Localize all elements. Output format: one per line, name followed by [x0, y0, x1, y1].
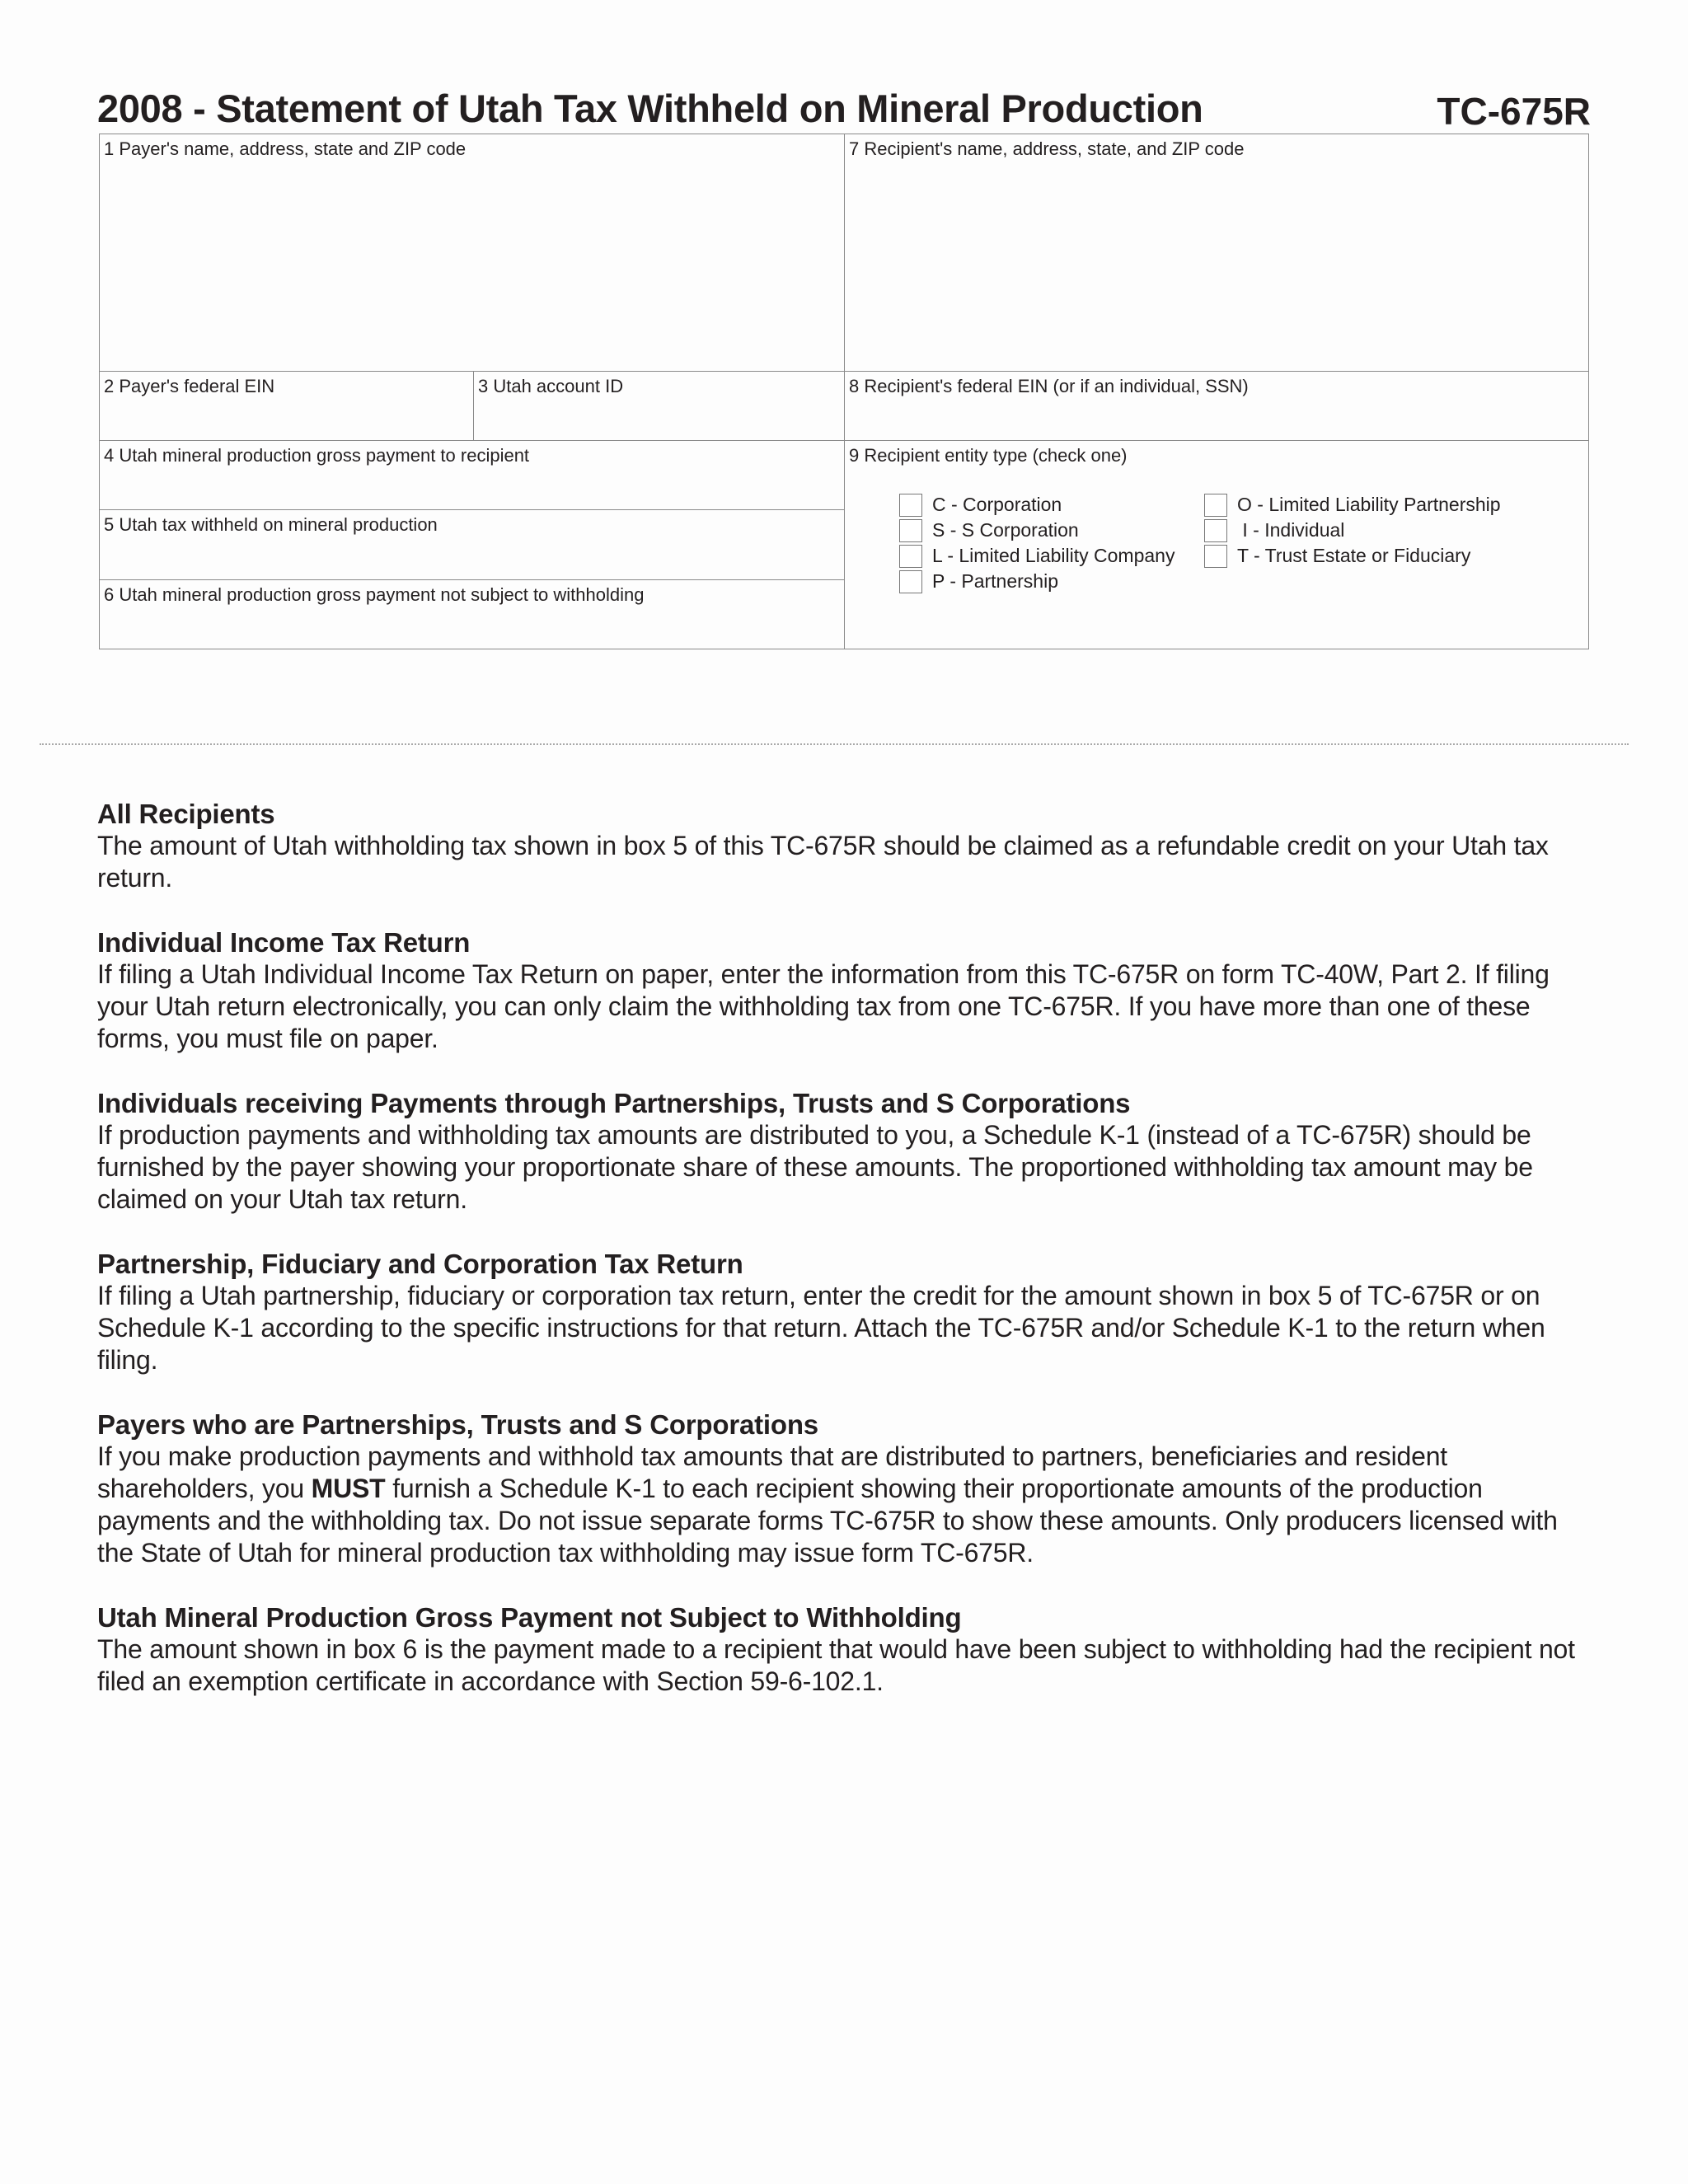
entity-option-label: L - Limited Liability Company [932, 545, 1175, 566]
payer-federal-ein-field[interactable] [100, 372, 474, 441]
body-text: furnish a Schedule K-1 to each recipient showing their proportionate amounts of the production payments and the withholding tax. Do not issue separate forms TC-675R to show these amounts. Only producers licensed with the State of Utah for mineral production tax withholding may issue form TC-675R. [97, 1474, 1558, 1568]
instructions-all-recipients [97, 798, 1581, 894]
instructions-section [97, 798, 1581, 1730]
emphasis-text: MUST [311, 1474, 386, 1503]
entity-type-column-a [899, 492, 1175, 594]
body-text: If you make production payments and withhold tax amounts that are distributed to partners, beneficiaries and resident shareholders, you [97, 1441, 1447, 1503]
instructions-individuals-through-entities [97, 1087, 1581, 1216]
instructions-payers-entities [97, 1408, 1581, 1569]
recipient-federal-ein-field[interactable] [845, 372, 1588, 441]
recipient-name-address-label: 7 Recipient's name, address, state, and ZIP code [849, 138, 1245, 159]
utah-account-id-label: 3 Utah account ID [478, 376, 624, 396]
gross-payment-not-subject-label: 6 Utah mineral production gross payment not subject to withholding [104, 584, 645, 605]
section-body: If filing a Utah Individual Income Tax Return on paper, enter the information from this TC-675R on form TC-40W, Part 2. If filing your Utah return electronically, you can only claim the withholding tax from one TC-675R. If you have more than one of these forms, you must file on paper. [97, 959, 1550, 1053]
corporation-checkbox[interactable] [899, 494, 922, 517]
llp-checkbox[interactable] [1204, 494, 1227, 517]
payer-name-address-label: 1 Payer's name, address, state and ZIP code [104, 138, 467, 159]
individual-checkbox[interactable] [1204, 519, 1227, 542]
gross-payment-label: 4 Utah mineral production gross payment to recipient [104, 445, 530, 466]
section-body [97, 1441, 1581, 1569]
entity-option-label: T - Trust Estate or Fiduciary [1237, 545, 1471, 566]
entity-option-label: P - Partnership [932, 570, 1058, 592]
tear-off-divider [40, 743, 1629, 745]
form-title: 2008 - Statement of Utah Tax Withheld on Mineral Production [97, 87, 1203, 130]
form-number: TC-675R [1437, 90, 1591, 133]
section-body: The amount shown in box 6 is the payment made to a recipient that would have been subject to withholding had the recipient not filed an exemption certificate in accordance with Section 59-6-102.1. [97, 1634, 1575, 1696]
gross-payment-field[interactable] [100, 441, 845, 510]
instructions-individual-income-tax [97, 926, 1581, 1055]
instructions-not-subject-to-withholding [97, 1601, 1581, 1698]
gross-payment-not-subject-field[interactable] [100, 580, 845, 649]
payer-federal-ein-label: 2 Payer's federal EIN [104, 376, 275, 396]
recipient-name-address-field[interactable] [845, 134, 1588, 372]
tax-withheld-label: 5 Utah tax withheld on mineral production [104, 514, 438, 535]
section-heading: All Recipients [97, 799, 275, 829]
statement-form-grid [99, 134, 1589, 649]
entity-option-s-corporation[interactable] [899, 518, 1175, 543]
entity-option-label: O - Limited Liability Partnership [1237, 494, 1501, 515]
entity-option-llp[interactable] [1204, 492, 1501, 518]
entity-option-llc[interactable] [899, 543, 1175, 569]
entity-option-trust[interactable] [1204, 543, 1501, 569]
entity-option-label: I - Individual [1237, 519, 1345, 541]
section-body: If filing a Utah partnership, fiduciary or corporation tax return, enter the credit for the amount shown in box 5 of TC-675R or on Schedule K-1 according to the specific instructions for that return. Attach the TC-675R and/or Schedule K-1 to the return when filing. [97, 1281, 1545, 1375]
partnership-checkbox[interactable] [899, 570, 922, 593]
section-body: If production payments and withholding tax amounts are distributed to you, a Schedule K-1 (instead of a TC-675R) should be furnished by the payer showing your proportionate share of these amounts. The proportioned withholding tax amount may be claimed on your Utah tax return. [97, 1120, 1533, 1214]
recipient-entity-type-box [845, 441, 1588, 649]
instructions-partnership-fiduciary-corporation [97, 1248, 1581, 1376]
trust-fiduciary-checkbox[interactable] [1204, 545, 1227, 568]
section-heading: Individuals receiving Payments through Partnerships, Trusts and S Corporations [97, 1088, 1131, 1118]
entity-type-column-b [1204, 492, 1501, 569]
recipient-federal-ein-label: 8 Recipient's federal EIN (or if an individual, SSN) [849, 376, 1249, 396]
entity-option-label: C - Corporation [932, 494, 1062, 515]
utah-account-id-field[interactable] [474, 372, 845, 441]
section-heading: Payers who are Partnerships, Trusts and S Corporations [97, 1409, 818, 1440]
s-corporation-checkbox[interactable] [899, 519, 922, 542]
tax-withheld-field[interactable] [100, 510, 845, 580]
payer-name-address-field[interactable] [100, 134, 845, 372]
llc-checkbox[interactable] [899, 545, 922, 568]
section-body: The amount of Utah withholding tax shown in box 5 of this TC-675R should be claimed as a refundable credit on your Utah tax return. [97, 831, 1549, 893]
section-heading: Utah Mineral Production Gross Payment not Subject to Withholding [97, 1602, 962, 1633]
entity-option-corporation[interactable] [899, 492, 1175, 518]
entity-option-label: S - S Corporation [932, 519, 1079, 541]
recipient-entity-type-label: 9 Recipient entity type (check one) [849, 445, 1128, 466]
entity-option-partnership[interactable] [899, 569, 1175, 594]
section-heading: Partnership, Fiduciary and Corporation Tax Return [97, 1249, 743, 1279]
entity-option-individual[interactable] [1204, 518, 1501, 543]
section-heading: Individual Income Tax Return [97, 927, 471, 958]
